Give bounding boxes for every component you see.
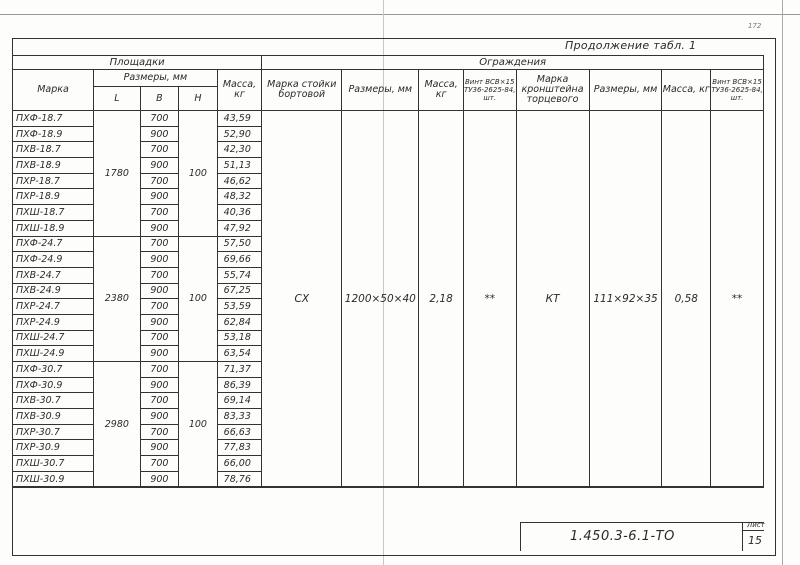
cell-bracket-size: 111×92×35 <box>589 111 662 488</box>
header-h: Н <box>179 87 218 111</box>
cell-post-bolts: ** <box>463 111 516 488</box>
cell-width: 700 <box>140 393 179 409</box>
cell-width: 900 <box>140 220 179 236</box>
cell-mass: 86,39 <box>217 377 262 393</box>
cell-mark: ПХФ-30.9 <box>13 377 94 393</box>
cell-mark: ПХШ-30.7 <box>13 456 94 472</box>
cell-mark: ПХФ-18.7 <box>13 111 94 127</box>
cell-width: 700 <box>140 330 179 346</box>
cell-width: 700 <box>140 267 179 283</box>
cell-mark: ПХШ-24.9 <box>13 346 94 362</box>
header-sizes: Размеры, мм <box>94 70 218 87</box>
cell-mark: ПХШ-24.7 <box>13 330 94 346</box>
cell-mass: 66,00 <box>217 456 262 472</box>
platforms-table <box>12 55 764 488</box>
cell-post-size: 1200×50×40 <box>342 111 419 488</box>
cell-width: 700 <box>140 173 179 189</box>
cell-width: 900 <box>140 471 179 487</box>
cell-width: 900 <box>140 440 179 456</box>
header-post-mass: Масса, кг <box>419 70 464 111</box>
cell-mass: 63,54 <box>217 346 262 362</box>
cell-mark: ПХР-18.9 <box>13 189 94 205</box>
cell-mark: ПХВ-18.7 <box>13 142 94 158</box>
cell-mass: 42,30 <box>217 142 262 158</box>
cell-bracket-bolts: ** <box>711 111 764 488</box>
cell-mass: 52,90 <box>217 126 262 142</box>
cell-height: 100 <box>179 236 218 362</box>
cell-width: 900 <box>140 126 179 142</box>
cell-mark: ПХВ-24.9 <box>13 283 94 299</box>
table-bottom-rule <box>12 486 764 487</box>
cell-width: 900 <box>140 158 179 174</box>
header-post-mark: Марка стойки бортовой <box>262 70 342 111</box>
cell-width: 700 <box>140 205 179 221</box>
header-bracket-mass: Масса, кг <box>662 70 711 111</box>
header-platforms: Площадки <box>13 56 262 70</box>
cell-mass: 77,83 <box>217 440 262 456</box>
cell-mark: ПХР-30.9 <box>13 440 94 456</box>
header-mark: Марка <box>13 70 94 111</box>
cell-mass: 46,62 <box>217 173 262 189</box>
cell-width: 700 <box>140 424 179 440</box>
table-continuation-caption: Продолжение табл. 1 <box>565 39 697 52</box>
cell-width: 900 <box>140 314 179 330</box>
cell-width: 700 <box>140 362 179 378</box>
cell-mass: 40,36 <box>217 205 262 221</box>
cell-width: 900 <box>140 377 179 393</box>
sheet-separator <box>742 530 764 531</box>
cell-mass: 83,33 <box>217 409 262 425</box>
cell-height: 100 <box>179 111 218 237</box>
cell-width: 900 <box>140 283 179 299</box>
sheet-label: Лист <box>747 521 765 529</box>
cell-mark: ПХР-18.7 <box>13 173 94 189</box>
cell-mark: ПХР-24.9 <box>13 314 94 330</box>
cell-mark: ПХВ-18.9 <box>13 158 94 174</box>
cell-mark: ПХР-24.7 <box>13 299 94 315</box>
cell-mass: 66,63 <box>217 424 262 440</box>
cell-mark: ПХВ-24.7 <box>13 267 94 283</box>
cell-mass: 69,66 <box>217 252 262 268</box>
cell-width: 700 <box>140 111 179 127</box>
header-post-sizes: Размеры, мм <box>342 70 419 111</box>
cell-mark: ПХВ-30.7 <box>13 393 94 409</box>
cell-mass: 69,14 <box>217 393 262 409</box>
table-body <box>13 111 764 488</box>
cell-mark: ПХФ-24.7 <box>13 236 94 252</box>
cell-length: 2980 <box>94 362 141 488</box>
cell-mass: 71,37 <box>217 362 262 378</box>
scan-edge-right <box>782 0 783 565</box>
cell-mark: ПХФ-18.9 <box>13 126 94 142</box>
cell-mass: 53,18 <box>217 330 262 346</box>
header-l: L <box>94 87 141 111</box>
cell-width: 900 <box>140 252 179 268</box>
cell-width: 700 <box>140 456 179 472</box>
corner-number: 172 <box>748 22 762 30</box>
cell-width: 900 <box>140 189 179 205</box>
cell-post-mass: 2,18 <box>419 111 464 488</box>
header-bracket-sizes: Размеры, мм <box>589 70 662 111</box>
cell-mass: 51,13 <box>217 158 262 174</box>
cell-width: 900 <box>140 409 179 425</box>
cell-mark: ПХФ-30.7 <box>13 362 94 378</box>
header-fencing: Ограждения <box>262 56 764 70</box>
header-bracket-mark: Марка кронштейна торцевого <box>516 70 589 111</box>
cell-mark: ПХФ-24.9 <box>13 252 94 268</box>
cell-width: 900 <box>140 346 179 362</box>
header-mass: Масса, кг <box>217 70 262 111</box>
cell-mass: 57,50 <box>217 236 262 252</box>
cell-mark: ПХВ-30.9 <box>13 409 94 425</box>
cell-mass: 47,92 <box>217 220 262 236</box>
cell-length: 1780 <box>94 111 141 237</box>
cell-bracket-mass: 0,58 <box>662 111 711 488</box>
cell-length: 2380 <box>94 236 141 362</box>
cell-mass: 48,32 <box>217 189 262 205</box>
cell-bracket-mark: КТ <box>516 111 589 488</box>
table-row <box>13 111 764 127</box>
cell-mark: ПХШ-18.7 <box>13 205 94 221</box>
cell-mark: ПХР-30.7 <box>13 424 94 440</box>
cell-mass: 43,59 <box>217 111 262 127</box>
document-code: 1.450.3-6.1-ТО <box>570 529 675 544</box>
cell-mark: ПХШ-30.9 <box>13 471 94 487</box>
cell-height: 100 <box>179 362 218 488</box>
sheet-number: 15 <box>748 534 762 547</box>
cell-mass: 62,84 <box>217 314 262 330</box>
header-post-bolt: Винт ВСВ×15 ТУ36-2625-84, шт. <box>463 70 516 111</box>
cell-post-mark: СХ <box>262 111 342 488</box>
cell-mark: ПХШ-18.9 <box>13 220 94 236</box>
cell-mass: 55,74 <box>217 267 262 283</box>
cell-mass: 53,59 <box>217 299 262 315</box>
header-b: В <box>140 87 179 111</box>
cell-width: 700 <box>140 299 179 315</box>
cell-mass: 78,76 <box>217 471 262 487</box>
cell-mass: 67,25 <box>217 283 262 299</box>
scan-edge-top <box>0 14 800 15</box>
cell-width: 700 <box>140 236 179 252</box>
header-bracket-bolt: Винт ВСВ×15 ТУ36-2625-84, шт. <box>711 70 764 111</box>
cell-width: 700 <box>140 142 179 158</box>
